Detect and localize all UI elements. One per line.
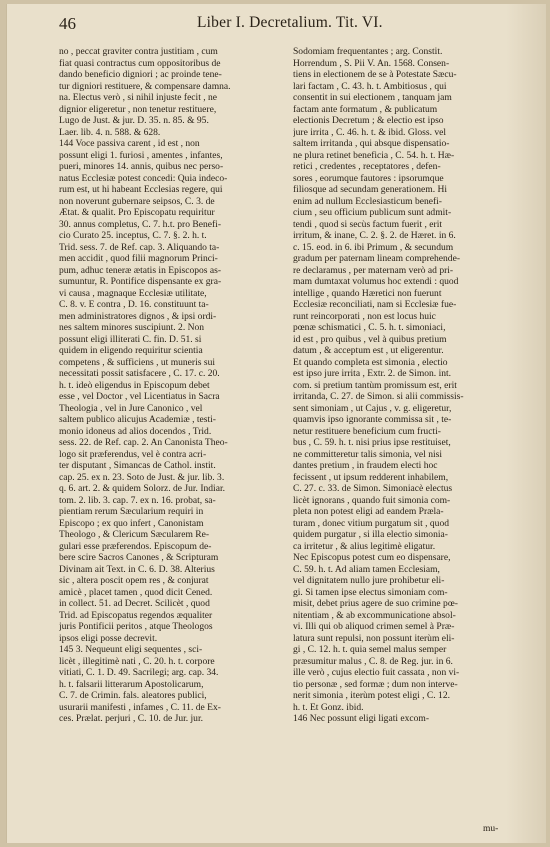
right_column-line: filiosque ad secundam generationem. Hi: [293, 184, 448, 195]
left_column-line: bere scire Sacros Canones , & Scripturam: [59, 552, 219, 563]
right_column-line: bus , C. 59. h. t. nisi prius ipse restituiset,: [293, 437, 451, 448]
right_column-line: quidem purgatur , si illa electio simonia-: [293, 529, 448, 540]
right_column-line: dantes pretium , in fraudem electi hoc: [293, 460, 438, 471]
right_column-line: netur restituere beneficium cum fructi-: [293, 425, 441, 437]
right_column-line: retici , credentes , receptatores , defen-: [293, 161, 441, 172]
right_column-line: runt reincorporati , non est locus huic: [293, 310, 436, 322]
right_column-line: C. 27. c. 33. de Simon. Simoniacè electus: [293, 483, 453, 494]
left_column-line: gulari esse præferendos. Episcopum de-: [59, 540, 212, 552]
left_column-line: ter disputant , Simancas de Cathol. instit.: [59, 460, 216, 471]
right_column-line: jure irrita , C. 46. h. t. & ibid. Gloss. vel: [293, 126, 447, 138]
left_column-line: sumuntur, R. Pontifice dispensante ex gra-: [59, 276, 222, 287]
left_column-line: usurarii manifesti , infames , C. 11. de Ex-: [59, 701, 221, 713]
right_column-line: h. t. Et Gonz. ibid.: [293, 701, 364, 713]
left_column-line: na. Electus verò , si nihil injuste fecit , ne: [59, 92, 218, 103]
right_column-line: tendi , quod si secùs factum fuerit , erit: [293, 218, 442, 230]
left_column-line: Theologo , & Clericum Sæcularem Re-: [59, 529, 210, 540]
left_column-line: juris Pontificii peritos , atque Theologos: [59, 621, 213, 632]
left_column-line: tur digniori restituere, & compensare damna.: [59, 80, 231, 92]
left_column-line: h. t. falsarii litterarum Apostolicarum,: [59, 678, 204, 690]
left_column-line: 145 3. Nequeunt eligi sequentes , sci-: [59, 644, 203, 655]
left_column-line: sic , altera poscit opem res , & conjurat: [59, 575, 209, 586]
right_column-line: ne plura retinet beneficia , C. 54. h. t. Hæ-: [293, 149, 455, 161]
right_column-line: gi. Si tamen ipse electus simoniam com-: [293, 586, 448, 598]
right_column-line: vi. Illi qui ob aliquod crimen semel à Præ-: [293, 621, 455, 632]
right_column-line: factam ante formatum , & publicatum: [293, 103, 438, 115]
left_column-line: saltem publico alicujus Academiæ , testi-: [59, 414, 216, 425]
left_column-line: pueri, minores 14. annis, quibus nec perso-: [59, 161, 224, 172]
right_column-line: vel dignitatem nullo jure prohibetur eli-: [293, 575, 445, 586]
right_column-line: re declaramus , per maternam verò ad pri-: [293, 264, 454, 276]
right_column-line: Horrendum , S. Pii V. An. 1568. Consen-: [293, 57, 450, 69]
right_column-line: 146 Nec possunt eligi ligati excom-: [293, 713, 430, 724]
right_column-line: electionis Decretum ; & electio est ipso: [293, 115, 444, 126]
left_column-line: sess. 22. de Ref. cap. 2. An Canonista Theo-: [59, 437, 228, 448]
left_column-line: C. 7. de Crimin. fals. aleatores publici,: [59, 690, 207, 701]
left_column-line: Trid. sess. 7. de Ref. cap. 3. Aliquando ta-: [59, 241, 220, 253]
right_column-line: lari factam , C. 43. h. t. Ambitiosus , qui: [293, 80, 447, 92]
right_column-line: nitentiam , & ab excommunicatione absol-: [293, 609, 456, 621]
right_column-line: pœnæ schismatici , C. 5. h. t. simoniaci,: [293, 322, 446, 333]
right_column-line: irritum, & inane, C. 2. §. 2. de Hæret. in 6.: [293, 230, 456, 241]
left_column-line: Episcopo ; ex quo infert , Canonistam: [59, 517, 204, 529]
left_column-line: men administratores dignos , & ipsi ordi-: [59, 310, 217, 322]
right_column-line: Sodomiam frequentantes ; arg. Constit.: [293, 46, 443, 57]
right_column-line: saltem irritanda , qui absque dispensatio-: [293, 138, 450, 149]
left_column-line: dando beneficio digniori ; ac proinde tene-: [59, 69, 222, 80]
left_column-line: possunt eligi 1. furiosi , amentes , infantes,: [59, 149, 223, 161]
right_column-line: sores , eorumque fautores : ipsorumque: [293, 172, 444, 184]
left_column-line: Lugo de Just. & jur. D. 35. n. 85. & 95.: [59, 115, 209, 126]
right_column-line: gradum per paternam lineam comprehende-: [293, 253, 460, 264]
right_column-line: consentit in sui electionem , tanquam jam: [293, 92, 452, 103]
right-text-column: [293, 46, 525, 725]
left_column-line: cap. 25. ex n. 23. Soto de Just. & jur. lib. 3.: [59, 471, 225, 483]
left_column-line: men accidit , quod filii magnorum Princi-: [59, 253, 218, 264]
right_column-line: ne committeretur talis simonia, vel nisi: [293, 448, 443, 460]
right_column-line: licèt ignorans , quando fuit simonia com-: [293, 494, 451, 506]
left_column-line: natus Ecclesiæ potest concedi: Quia indeco-: [59, 172, 228, 184]
left_column-line: necessitati possit satisfacere , C. 17. c. 20.: [59, 368, 220, 379]
right_column-line: c. 15. eod. in 6. ibi Primum , & secundum: [293, 241, 454, 253]
left_column-line: vitiati, C. 1. D. 49. Sacrilegi; arg. cap. 34.: [59, 667, 219, 678]
left_column-line: dignior eligeretur , non tenetur restituere,: [59, 103, 217, 115]
left-text-column: [59, 46, 291, 725]
right_column-line: gi , C. 12. h. t. quia semel malus semper: [293, 644, 447, 655]
left_column-line: vi causa , magnaque Ecclesiæ utilitate,: [59, 287, 207, 299]
left_column-line: ces. Prælat. perjuri , C. 10. de Jur. jur.: [59, 713, 203, 724]
left_column-line: non noverunt gubernare seipsos, C. 3. de: [59, 195, 215, 207]
left_column-line: Ætat. & qualit. Pro Episcopatu requiritur: [59, 207, 215, 218]
left_column-line: possunt eligi illiterati C. fin. D. 51. si: [59, 333, 202, 345]
left_column-line: pientiam rerum Sæcularium requiri in: [59, 506, 204, 517]
left_column-line: 30. annus completus, C. 7. h.t. pro Benefi-: [59, 218, 222, 230]
right_column-line: Nec Episcopus potest cum eo dispensare,: [293, 552, 451, 563]
right_column-line: Ecclesiæ reconciliati, nam si Ecclesiæ fue-: [293, 299, 457, 310]
left_column-line: monio idoneus ad alios docendos , Trid.: [59, 425, 212, 437]
right_column-line: tiens in electionem de se à Potestate Sæcu-: [293, 69, 457, 80]
right_column-line: latura sunt repulsi, non possunt iterùm eli-: [293, 632, 455, 644]
left_column-line: Laer. lib. 4. n. 588. & 628.: [59, 126, 161, 138]
left_column-line: logo sit præferendus, vel è contra acri-: [59, 448, 207, 460]
page-number: 46: [59, 14, 76, 33]
right_column-line: cium , seu officium publicum sunt admit-: [293, 207, 452, 218]
right_column-line: enim ad nullum Ecclesiasticum benefi-: [293, 195, 442, 207]
right_column-line: sent simoniam , ut Cajus , v. g. eligeretur,: [293, 402, 452, 414]
left_column-line: esse , vel Doctor , vel Licentiatus in Sacra: [59, 391, 220, 402]
left_column-line: competens , & sufficiens , ut muneris sui: [59, 356, 215, 368]
left_column-line: licèt , illegitimè nati , C. 20. h. t. corpore: [59, 655, 215, 667]
right_column-line: nerit simonia , iterùm potest eligi , C. 12.: [293, 690, 450, 701]
left_column-line: q. 6. art. 2. & quidem Solorz. de Jur. Indiar.: [59, 483, 225, 494]
right_column-line: mam dumtaxat volumus hoc extendi : quod: [293, 276, 459, 287]
right_column-line: C. 59. h. t. Ad aliam tamen Ecclesiam,: [293, 563, 440, 575]
right_column-line: turam , donec vitium purgatum sit , quod: [293, 517, 450, 529]
left_column-line: nes saltem minores suscipiunt. 2. Non: [59, 322, 205, 333]
left_column-line: quidem in eligendo requiritur scientia: [59, 345, 203, 356]
left_column-line: 144 Voce passiva carent , id est , non: [59, 138, 200, 149]
left_column-line: in collect. 51. ad Decret. Scilicèt , quod: [59, 598, 210, 609]
left_column-line: Theologia , vel in Jure Canonico , vel: [59, 402, 203, 414]
right_column-line: misit, debet prius agere de suo crimine pœ-: [293, 598, 458, 609]
catchword: mu-: [483, 824, 499, 834]
left_column-line: C. 8. v. E contra , D. 16. constituunt ta-: [59, 299, 209, 310]
right_column-line: datum , & acceptum est , ut eligerentur.: [293, 345, 444, 356]
left_column-line: amicè , placet tamen , quod dicit Cened.: [59, 586, 213, 598]
right_column-line: præsumitur malus , C. 8. de Reg. jur. in 6.: [293, 655, 453, 667]
right_column-line: intellige , quando Hæretici non fuerunt: [293, 287, 442, 299]
book-page: [6, 4, 546, 843]
left_column-line: Divinam ait Text. in C. 6. D. 38. Alterius: [59, 563, 215, 575]
right_column-line: est ipso jure irrita , Extr. 2. de Simon. int.: [293, 368, 452, 379]
right_column-line: tio personæ , sed formæ ; dum non interve-: [293, 678, 458, 690]
left_column-line: tom. 2. lib. 3. cap. 7. ex n. 16. probat, sa-: [59, 494, 216, 506]
right_column-line: fecissent , ut ipsum redderent inhabilem,: [293, 471, 449, 483]
left_column-line: rum est, ut hi habeant Ecclesias regere, qui: [59, 184, 223, 195]
left_column-line: cio Curato 25. inceptus, C. 7. §. 2. h. t.: [59, 230, 207, 241]
left_column-line: ipsos eligi posse decrevit.: [59, 632, 158, 644]
right_column-line: ille verò , cujus electio fuit cassata , non vi-: [293, 667, 460, 678]
right_column-line: pleta non potest eligi ad eandem Præla-: [293, 506, 444, 517]
left_column-line: h. t. ideò eligendus in Episcopum debet: [59, 379, 210, 391]
right_column-line: quamvis ipso ignorante commissa sit , te-: [293, 414, 452, 425]
left_column-line: Trid. ad Episcopatus regendos æqualiter: [59, 609, 213, 621]
right_column-line: com. si pretium tantùm promissum est, erit: [293, 379, 457, 391]
left_column-line: no , peccat graviter contra justitiam , cum: [59, 46, 218, 57]
left_column-line: fiat quasi contractus cum oppositoribus de: [59, 57, 221, 69]
right_column-line: irritanda, C. 27. de Simon. si alii commissis-: [293, 391, 464, 402]
running-title: Liber I. Decretalium. Tit. VI.: [197, 14, 383, 31]
right_column-line: id est , pro quibus , vel à quibus pretium: [293, 333, 447, 345]
right_column-line: Et quando completa est simonia , electio: [293, 356, 448, 368]
right_column-line: ca irritetur , & alius legitimè eligatur.: [293, 540, 436, 552]
left_column-line: pum, adhuc teneræ ætatis in Episcopos as-: [59, 264, 222, 276]
